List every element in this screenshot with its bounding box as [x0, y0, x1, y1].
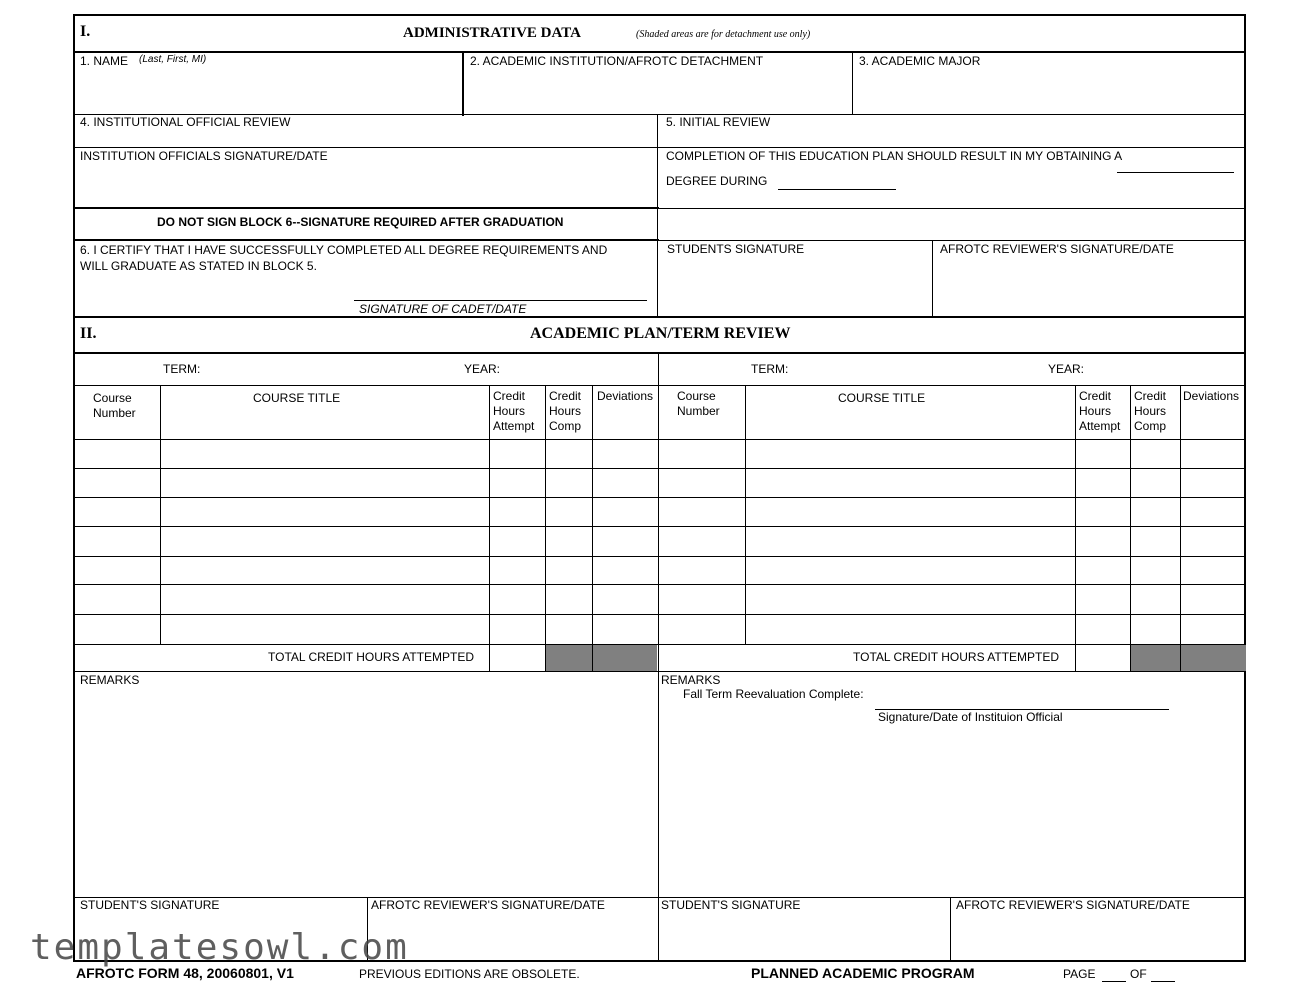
degree-during-label: DEGREE DURING: [666, 174, 768, 188]
reviewer-signature-field[interactable]: [933, 256, 1246, 314]
right-reviewer-signature-field[interactable]: [952, 912, 1246, 962]
completion-text: COMPLETION OF THIS EDUCATION PLAN SHOULD RESULT IN MY OBTAINING A: [666, 149, 1123, 163]
initial-review-label: 5. INITIAL REVIEW: [666, 115, 771, 129]
left-total-attempted-field[interactable]: [490, 645, 544, 671]
left-reviewer-signature-field[interactable]: [369, 912, 657, 962]
left-col-credit-comp: Credit Hours Comp: [549, 389, 582, 433]
reviewer-signature-label: AFROTC REVIEWER'S SIGNATURE/DATE: [940, 242, 1174, 256]
institution-official-signature-label: Signature/Date of Instituion Official: [878, 710, 1063, 724]
name-field[interactable]: [75, 52, 462, 114]
cadet-signature-label: SIGNATURE OF CADET/DATE: [359, 302, 527, 316]
form-id: AFROTC FORM 48, 20060801, V1: [76, 965, 294, 981]
section-2-title: ACADEMIC PLAN/TERM REVIEW: [530, 325, 791, 342]
left-reviewer-signature-label: AFROTC REVIEWER'S SIGNATURE/DATE: [371, 898, 605, 912]
institution-label: 2. ACADEMIC INSTITUTION/AFROTC DETACHMENT: [470, 54, 764, 68]
fall-reevaluation-text: Fall Term Reevaluation Complete:: [683, 687, 864, 701]
right-student-signature-field[interactable]: [659, 912, 949, 962]
students-signature-label: STUDENTS SIGNATURE: [667, 242, 805, 256]
left-student-signature-label: STUDENT'S SIGNATURE: [80, 898, 220, 912]
obsolete-notice: PREVIOUS EDITIONS ARE OBSOLETE.: [359, 967, 580, 981]
right-col-course-title: COURSE TITLE: [838, 391, 926, 405]
major-field[interactable]: [853, 52, 1246, 114]
left-col-credit-attempt: Credit Hours Attempt: [493, 389, 535, 433]
do-not-sign-notice: DO NOT SIGN BLOCK 6--SIGNATURE REQUIRED AFTER GRADUATION: [157, 215, 564, 229]
right-col-deviations: Deviations: [1183, 389, 1240, 403]
page-total-line[interactable]: [1151, 981, 1175, 982]
right-year-label: YEAR:: [1048, 362, 1085, 376]
certify-line-2: WILL GRADUATE AS STATED IN BLOCK 5.: [80, 259, 317, 273]
right-course-rows[interactable]: [659, 440, 1246, 644]
right-total-attempted-field[interactable]: [1076, 645, 1129, 671]
left-term-label: TERM:: [163, 362, 201, 376]
right-reviewer-signature-label: AFROTC REVIEWER'S SIGNATURE/DATE: [956, 898, 1190, 912]
form-frame: [73, 14, 1246, 962]
left-col-deviations: Deviations: [597, 389, 654, 403]
of-label: OF: [1130, 967, 1147, 981]
page-label: PAGE: [1063, 967, 1096, 981]
right-col-credit-comp: Credit Hours Comp: [1134, 389, 1167, 433]
section-1-number: I.: [80, 23, 91, 40]
page-number-line[interactable]: [1102, 981, 1126, 982]
form-title: PLANNED ACADEMIC PROGRAM: [751, 965, 975, 981]
left-remarks-label: REMARKS: [80, 673, 140, 687]
right-student-signature-label: STUDENT'S SIGNATURE: [661, 898, 801, 912]
left-remarks-field[interactable]: [75, 688, 657, 896]
right-col-course-number: Course Number: [677, 389, 720, 418]
section-2-number: II.: [80, 325, 97, 342]
section-1-title: ADMINISTRATIVE DATA: [403, 25, 581, 41]
left-year-label: YEAR:: [464, 362, 501, 376]
left-total-label: TOTAL CREDIT HOURS ATTEMPTED: [268, 650, 475, 664]
officials-signature-field[interactable]: [75, 162, 655, 207]
students-signature-field[interactable]: [659, 256, 931, 314]
degree-type-line[interactable]: [1117, 172, 1234, 173]
official-review-label: 4. INSTITUTIONAL OFFICIAL REVIEW: [80, 115, 291, 129]
left-col-course-number: Course Number: [93, 391, 136, 420]
right-col-credit-attempt: Credit Hours Attempt: [1079, 389, 1121, 433]
certify-line-1: 6. I CERTIFY THAT I HAVE SUCCESSFULLY COMPLETED ALL DEGREE REQUIREMENTS AND: [80, 243, 608, 257]
left-col-course-title: COURSE TITLE: [253, 391, 341, 405]
degree-during-line[interactable]: [778, 189, 896, 190]
officials-signature-label: INSTITUTION OFFICIALS SIGNATURE/DATE: [80, 149, 328, 163]
major-label: 3. ACADEMIC MAJOR: [859, 54, 981, 68]
institution-field[interactable]: [464, 52, 851, 114]
name-hint: (Last, First, MI): [139, 54, 207, 65]
shaded-areas-note: (Shaded areas are for detachment use only): [636, 29, 811, 40]
right-term-label: TERM:: [751, 362, 789, 376]
watermark: templatesowl.com: [30, 927, 409, 968]
left-course-rows[interactable]: [75, 440, 658, 644]
right-remarks-label: REMARKS: [661, 673, 721, 687]
name-label: 1. NAME: [80, 54, 129, 68]
cadet-signature-line[interactable]: [354, 300, 647, 301]
left-total-shaded: [546, 645, 657, 671]
right-total-label: TOTAL CREDIT HOURS ATTEMPTED: [853, 650, 1060, 664]
right-total-shaded: [1131, 645, 1246, 671]
